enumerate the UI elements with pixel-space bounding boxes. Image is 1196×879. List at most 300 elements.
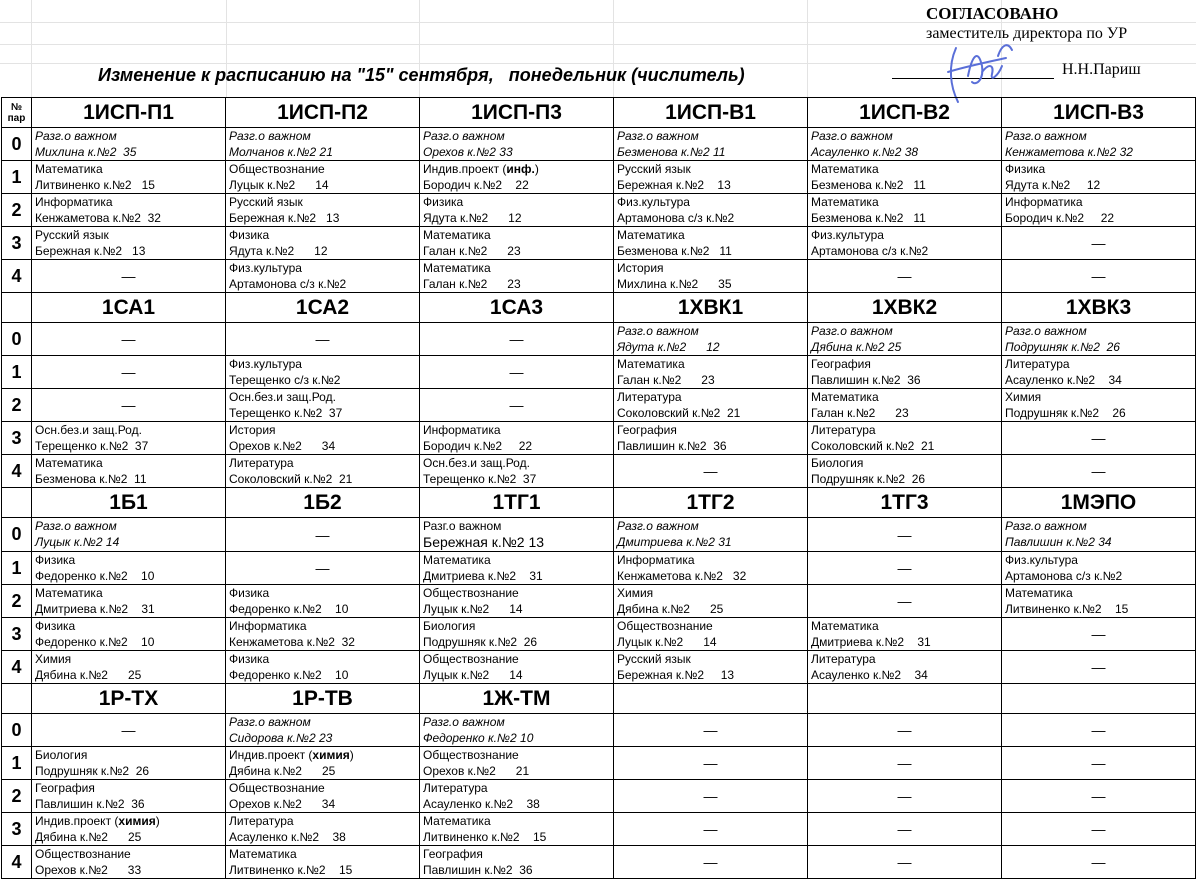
lesson-cell: [420, 585, 614, 618]
lesson-teacher-room: Дябина к.№2 25: [35, 668, 142, 682]
lesson-subject: [614, 651, 807, 667]
pair-row: [2, 128, 1196, 161]
group-name: 1Р-ТХ: [32, 684, 226, 714]
lesson-subject-text: Разг.о важном: [35, 519, 117, 533]
group-name: 1ТГ2: [614, 488, 808, 518]
lesson-subject-text: Индив.проект (: [229, 748, 313, 762]
lesson-teacher-room: Кенжаметова к.№2 32: [35, 211, 161, 225]
lesson-subject: [808, 356, 1001, 372]
lesson-cell: [614, 161, 808, 194]
lesson-teacher-room: Дябина к.№2 25: [811, 340, 902, 354]
lesson-cell: [808, 128, 1002, 161]
empty-slot-dash: —: [1002, 651, 1196, 684]
lesson-cell: [226, 389, 420, 422]
lesson-teacher-room: Луцык к.№2 14: [35, 535, 120, 549]
lesson-teacher-room: Федоренко к.№2 10: [229, 602, 349, 616]
pair-number: 2: [2, 585, 32, 618]
lesson-teacher-room: Павлишин к.№2 36: [811, 373, 921, 387]
lesson-subject: [226, 389, 419, 405]
lesson-subject: [420, 651, 613, 667]
lesson-subject-text: Обществознание: [423, 586, 519, 600]
empty-slot-dash: —: [614, 714, 808, 747]
lesson-teacher-room: Литвиненко к.№2 15: [423, 830, 547, 844]
lesson-teacher-room: Безменова к.№2 11: [617, 145, 726, 159]
lesson-cell: [808, 227, 1002, 260]
lesson-cell: [1002, 585, 1196, 618]
lesson-teacher-room: Луцык к.№2 14: [617, 635, 717, 649]
pair-number-header: [2, 488, 32, 518]
lesson-cell: [226, 618, 420, 651]
lesson-cell: [808, 651, 1002, 684]
empty-slot-dash: —: [1002, 846, 1196, 879]
lesson-subject-text: Обществознание: [423, 748, 519, 762]
lesson-subject-text: Разг.о важном: [1005, 129, 1087, 143]
lesson-cell: [420, 618, 614, 651]
lesson-subject-text: Осн.без.и защ.Род.: [423, 456, 530, 470]
lesson-teacher-room: Бережная к.№2 13: [617, 178, 731, 192]
lesson-cell: [32, 846, 226, 879]
lesson-subject: [808, 455, 1001, 471]
lesson-subject-text: Литература: [229, 456, 294, 470]
empty-slot-dash: —: [32, 356, 226, 389]
lesson-subject: [420, 260, 613, 276]
lesson-subject: [614, 161, 807, 177]
lesson-teacher-room: Артамонова с/з к.№2: [229, 277, 347, 291]
lesson-subject: [614, 227, 807, 243]
empty-slot-dash: —: [1002, 813, 1196, 846]
lesson-subject: [1002, 585, 1195, 601]
lesson-teacher-room: Федоренко к.№2 10: [35, 635, 155, 649]
group-header-row: [2, 684, 1196, 714]
lesson-cell: [420, 161, 614, 194]
lesson-subject-text: Физика: [229, 586, 270, 600]
lesson-subject-text: География: [423, 847, 483, 861]
lesson-teacher-room: Михлина к.№2 35: [35, 145, 137, 159]
handwritten-signature: [928, 36, 1018, 106]
empty-slot-dash: —: [1002, 260, 1196, 293]
lesson-subject-text: Разг.о важном: [229, 715, 311, 729]
lesson-cell: [808, 422, 1002, 455]
lesson-subject-suffix: ): [155, 814, 160, 828]
empty-slot-dash: —: [808, 552, 1002, 585]
lesson-cell: [614, 356, 808, 389]
pair-row: [2, 813, 1196, 846]
lesson-subject: [226, 813, 419, 829]
lesson-subject: [808, 422, 1001, 438]
lesson-subject-text: Математика: [811, 162, 879, 176]
lesson-teacher-room: Дмитриева к.№2 31: [423, 569, 543, 583]
lesson-teacher-room: Литвиненко к.№2 15: [35, 178, 155, 192]
lesson-subject: [420, 422, 613, 438]
lesson-teacher-room: Терещенко с/з к.№2: [229, 373, 341, 387]
lesson-subject-text: Химия: [35, 652, 72, 666]
lesson-subject: [32, 455, 225, 471]
pair-number: 1: [2, 552, 32, 585]
lesson-cell: [226, 260, 420, 293]
lesson-cell: [808, 161, 1002, 194]
lesson-subject: [1002, 552, 1195, 568]
lesson-subject-text: Математика: [423, 553, 491, 567]
lesson-teacher-room: Асауленко к.№2 38: [811, 145, 919, 159]
lesson-cell: [32, 227, 226, 260]
pair-row: [2, 227, 1196, 260]
lesson-subject-text: Разг.о важном: [423, 715, 505, 729]
lesson-teacher-room: Бородич к.№2 22: [423, 439, 533, 453]
lesson-teacher-room: Павлишин к.№2 36: [35, 797, 145, 811]
lesson-subject-text: Обществознание: [229, 781, 325, 795]
lesson-subject-text: История: [229, 423, 276, 437]
pair-row: [2, 161, 1196, 194]
pair-number-header-line2: пар: [7, 112, 26, 124]
empty-slot-dash: —: [808, 714, 1002, 747]
lesson-cell: [32, 813, 226, 846]
lesson-subject: [420, 618, 613, 634]
pair-number: 4: [2, 846, 32, 879]
lesson-cell: [614, 651, 808, 684]
lesson-cell: [32, 455, 226, 488]
lesson-cell: [32, 518, 226, 552]
lesson-teacher-room: Галан к.№2 23: [811, 406, 909, 420]
lesson-subject: [420, 846, 613, 862]
lesson-subject: [226, 260, 419, 276]
empty-slot-dash: —: [614, 813, 808, 846]
lesson-cell: [808, 356, 1002, 389]
lesson-subject-text: Биология: [423, 619, 476, 633]
lesson-cell: [420, 846, 614, 879]
lesson-subject-text: Разг.о важном: [617, 324, 699, 338]
lesson-teacher-room: Безменова к.№2 11: [811, 178, 926, 192]
lesson-subject-text: Математика: [423, 228, 491, 242]
lesson-teacher-room: Дябина к.№2 25: [617, 602, 724, 616]
group-name: [808, 684, 1002, 714]
empty-slot-dash: —: [808, 780, 1002, 813]
group-name: [1002, 684, 1196, 714]
pair-row: [2, 846, 1196, 879]
lesson-teacher-room: Луцык к.№2 14: [229, 178, 329, 192]
lesson-subject-text: Разг.о важном: [1005, 519, 1087, 533]
lesson-teacher-room: Ядута к.№2 12: [617, 340, 720, 354]
lesson-cell: [1002, 552, 1196, 585]
approved-stamp-text: СОГЛАСОВАНО: [926, 4, 1059, 23]
lesson-teacher-room: Ядута к.№2 12: [1005, 178, 1101, 192]
lesson-cell: [32, 747, 226, 780]
lesson-teacher-room: Павлишин к.№2 36: [423, 863, 533, 877]
pair-row: [2, 260, 1196, 293]
lesson-teacher-room: Дябина к.№2 25: [35, 830, 142, 844]
lesson-teacher-room: Безменова к.№2 11: [617, 244, 732, 258]
lesson-teacher-room: Галан к.№2 23: [423, 277, 521, 291]
empty-slot-dash: —: [614, 455, 808, 488]
lesson-subject-text: Осн.без.и защ.Род.: [35, 423, 142, 437]
pair-number: 2: [2, 194, 32, 227]
lesson-subject: [226, 846, 419, 862]
lesson-subject: [226, 161, 419, 177]
lesson-teacher-room: Федоренко к.№2 10: [35, 569, 155, 583]
lesson-cell: [1002, 194, 1196, 227]
pair-row: [2, 714, 1196, 747]
pair-row: [2, 618, 1196, 651]
lesson-subject-text: Физика: [423, 195, 464, 209]
lesson-subject: [420, 552, 613, 568]
lesson-teacher-room: Бородич к.№2 22: [1005, 211, 1115, 225]
lesson-teacher-room: Павлишин к.№2 34: [1005, 535, 1112, 549]
lesson-subject: [226, 714, 419, 730]
lesson-subject: [226, 356, 419, 372]
lesson-subject-text: Русский язык: [229, 195, 303, 209]
empty-slot-dash: —: [32, 389, 226, 422]
lesson-cell: [32, 585, 226, 618]
lesson-subject-text: Физ.культура: [811, 228, 884, 242]
lesson-subject-text: Разг.о важном: [617, 129, 699, 143]
empty-slot-dash: —: [32, 260, 226, 293]
lesson-cell: [226, 455, 420, 488]
lesson-subject: [226, 422, 419, 438]
lesson-subject: [808, 618, 1001, 634]
pair-number: 3: [2, 813, 32, 846]
empty-slot-dash: —: [808, 260, 1002, 293]
lesson-cell: [420, 260, 614, 293]
lesson-subject: [226, 747, 419, 763]
lesson-subject-suffix: ): [534, 162, 539, 176]
pair-number: 0: [2, 518, 32, 552]
lesson-teacher-room: Терещенко к.№2 37: [35, 439, 149, 453]
lesson-subject: [420, 455, 613, 471]
lesson-subject-text: Биология: [811, 456, 864, 470]
lesson-teacher-room: Подрушняк к.№2 26: [423, 635, 538, 649]
deputy-director-text: заместитель директора по УР: [926, 25, 1128, 42]
group-name: 1ХВК1: [614, 293, 808, 323]
lesson-cell: [614, 194, 808, 227]
lesson-subject: [1002, 518, 1195, 534]
lesson-teacher-room: Асауленко к.№2 34: [1005, 373, 1122, 387]
lesson-subject-text: Математика: [811, 195, 879, 209]
lesson-subject: [420, 194, 613, 210]
lesson-subject-text: Разг.о важном: [617, 519, 699, 533]
empty-slot-dash: —: [1002, 618, 1196, 651]
group-header-row: [2, 488, 1196, 518]
empty-slot-dash: —: [614, 747, 808, 780]
group-name: 1СА3: [420, 293, 614, 323]
lesson-subject-text: Информатика: [423, 423, 501, 437]
lesson-cell: [420, 227, 614, 260]
lesson-subject: [32, 552, 225, 568]
lesson-subject: [420, 518, 613, 534]
lesson-subject: [1002, 356, 1195, 372]
pair-row: [2, 323, 1196, 356]
pair-row: [2, 389, 1196, 422]
lesson-teacher-room: Галан к.№2 23: [617, 373, 715, 387]
pair-row: [2, 194, 1196, 227]
lesson-subject-text: Индив.проект (: [35, 814, 119, 828]
lesson-subject: [420, 161, 613, 177]
lesson-subject-text: Разг.о важном: [35, 129, 117, 143]
lesson-subject-emphasis: химия: [312, 748, 350, 762]
lesson-subject: [420, 747, 613, 763]
empty-slot-dash: —: [32, 323, 226, 356]
empty-slot-dash: —: [808, 585, 1002, 618]
lesson-subject: [808, 323, 1001, 339]
pair-row: [2, 780, 1196, 813]
schedule-table: [1, 97, 1196, 879]
lesson-cell: [614, 618, 808, 651]
lesson-teacher-room: Асауленко к.№2 38: [423, 797, 540, 811]
lesson-cell: [420, 714, 614, 747]
group-name: 1Б2: [226, 488, 420, 518]
lesson-teacher-room: Орехов к.№2 33: [423, 145, 513, 159]
lesson-teacher-room: Михлина к.№2 35: [617, 277, 732, 291]
pair-row: [2, 422, 1196, 455]
lesson-cell: [226, 161, 420, 194]
lesson-teacher-room: Бережная к.№2 13: [423, 534, 545, 550]
lesson-teacher-room: Луцык к.№2 14: [423, 602, 523, 616]
lesson-teacher-room: Сидорова к.№2 23: [229, 731, 333, 745]
lesson-teacher-room: Асауленко к.№2 34: [811, 668, 928, 682]
lesson-teacher-room: Дмитриева к.№2 31: [35, 602, 155, 616]
lesson-cell: [420, 552, 614, 585]
lesson-subject-text: Физ.культура: [229, 261, 302, 275]
pair-row: [2, 585, 1196, 618]
lesson-cell: [226, 356, 420, 389]
lesson-subject: [32, 194, 225, 210]
lesson-subject-text: Разг.о важном: [811, 129, 893, 143]
lesson-cell: [1002, 389, 1196, 422]
lesson-subject: [420, 227, 613, 243]
lesson-cell: [614, 552, 808, 585]
lesson-subject: [614, 422, 807, 438]
lesson-cell: [32, 618, 226, 651]
lesson-teacher-room: Ядута к.№2 12: [423, 211, 522, 225]
pair-number-header: [2, 98, 32, 128]
lesson-subject-text: Обществознание: [423, 652, 519, 666]
lesson-subject-text: Физика: [229, 228, 270, 242]
lesson-subject: [614, 356, 807, 372]
lesson-teacher-room: Безменова к.№2 11: [35, 472, 147, 486]
lesson-teacher-room: Артамонова с/з к.№2: [617, 211, 735, 225]
lesson-subject: [808, 194, 1001, 210]
empty-slot-dash: —: [420, 323, 614, 356]
pair-number-header: [2, 684, 32, 714]
pair-number: 3: [2, 422, 32, 455]
pair-row: [2, 651, 1196, 684]
group-name: 1Б1: [32, 488, 226, 518]
lesson-cell: [32, 194, 226, 227]
lesson-cell: [1002, 323, 1196, 356]
lesson-subject-text: Литература: [1005, 357, 1070, 371]
lesson-cell: [226, 194, 420, 227]
lesson-subject-text: Осн.без.и защ.Род.: [229, 390, 336, 404]
empty-slot-dash: —: [1002, 227, 1196, 260]
lesson-cell: [614, 227, 808, 260]
lesson-teacher-room: Бережная к.№2 13: [617, 668, 735, 682]
lesson-teacher-room: Артамонова с/з к.№2: [1005, 569, 1123, 583]
lesson-subject: [1002, 128, 1195, 144]
lesson-subject-text: География: [811, 357, 871, 371]
pair-number: 2: [2, 780, 32, 813]
lesson-cell: [808, 194, 1002, 227]
lesson-teacher-room: Бережная к.№2 13: [35, 244, 146, 258]
empty-slot-dash: —: [1002, 714, 1196, 747]
empty-slot-dash: —: [1002, 780, 1196, 813]
empty-slot-dash: —: [226, 552, 420, 585]
empty-slot-dash: —: [420, 389, 614, 422]
group-name: 1СА2: [226, 293, 420, 323]
lesson-teacher-room: Галан к.№2 23: [423, 244, 521, 258]
lesson-teacher-room: Соколовский к.№2 21: [811, 439, 935, 453]
pair-number: 4: [2, 651, 32, 684]
lesson-teacher-room: Кенжаметова к.№2 32: [229, 635, 355, 649]
lesson-subject-text: Физика: [35, 619, 76, 633]
lesson-cell: [420, 747, 614, 780]
pair-number: 4: [2, 455, 32, 488]
lesson-subject: [32, 747, 225, 763]
lesson-subject-text: Информатика: [229, 619, 307, 633]
lesson-cell: [614, 422, 808, 455]
lesson-teacher-room: Бородич к.№2 22: [423, 178, 529, 192]
lesson-subject: [32, 128, 225, 144]
lesson-teacher-room: Асауленко к.№2 38: [229, 830, 346, 844]
lesson-cell: [1002, 128, 1196, 161]
lesson-teacher-room: Соколовский к.№2 21: [229, 472, 353, 486]
lesson-teacher-room: Орехов к.№2 34: [229, 797, 336, 811]
lesson-subject: [614, 323, 807, 339]
lesson-cell: [614, 585, 808, 618]
lesson-subject: [226, 618, 419, 634]
lesson-subject-text: Математика: [35, 162, 103, 176]
lesson-subject: [226, 194, 419, 210]
group-name: 1ИСП-В2: [808, 98, 1002, 128]
empty-slot-dash: —: [808, 846, 1002, 879]
lesson-cell: [226, 780, 420, 813]
lesson-subject: [614, 389, 807, 405]
lesson-subject: [32, 651, 225, 667]
lesson-cell: [808, 389, 1002, 422]
lesson-subject-text: Обществознание: [35, 847, 131, 861]
lesson-cell: [420, 128, 614, 161]
lesson-cell: [226, 128, 420, 161]
pair-number-header-line1: №: [10, 101, 23, 113]
lesson-subject-text: Русский язык: [617, 652, 691, 666]
lesson-subject-text: Математика: [811, 619, 879, 633]
lesson-subject-text: Химия: [1005, 390, 1042, 404]
lesson-cell: [420, 651, 614, 684]
lesson-subject-text: Физ.культура: [1005, 553, 1078, 567]
lesson-subject: [614, 260, 807, 276]
lesson-subject: [32, 780, 225, 796]
lesson-subject-text: Обществознание: [229, 162, 325, 176]
empty-slot-dash: —: [614, 846, 808, 879]
lesson-subject-text: Литература: [811, 652, 876, 666]
lesson-subject-text: Физ.культура: [617, 195, 690, 209]
lesson-teacher-room: Безменова к.№2 11: [811, 211, 926, 225]
pair-number: 0: [2, 714, 32, 747]
lesson-subject-text: Обществознание: [617, 619, 713, 633]
lesson-cell: [32, 161, 226, 194]
lesson-teacher-room: Подрушняк к.№2 26: [811, 472, 926, 486]
lesson-subject-text: Информатика: [35, 195, 113, 209]
lesson-teacher-room: Литвиненко к.№2 15: [229, 863, 353, 877]
lesson-cell: [32, 422, 226, 455]
lesson-subject: [808, 161, 1001, 177]
lesson-cell: [420, 194, 614, 227]
lesson-teacher-room: Павлишин к.№2 36: [617, 439, 727, 453]
lesson-cell: [226, 747, 420, 780]
lesson-subject: [32, 585, 225, 601]
group-header-row: [2, 98, 1196, 128]
pair-number: 1: [2, 747, 32, 780]
lesson-subject-text: География: [617, 423, 677, 437]
lesson-teacher-room: Дябина к.№2 25: [229, 764, 336, 778]
pair-number: 1: [2, 161, 32, 194]
